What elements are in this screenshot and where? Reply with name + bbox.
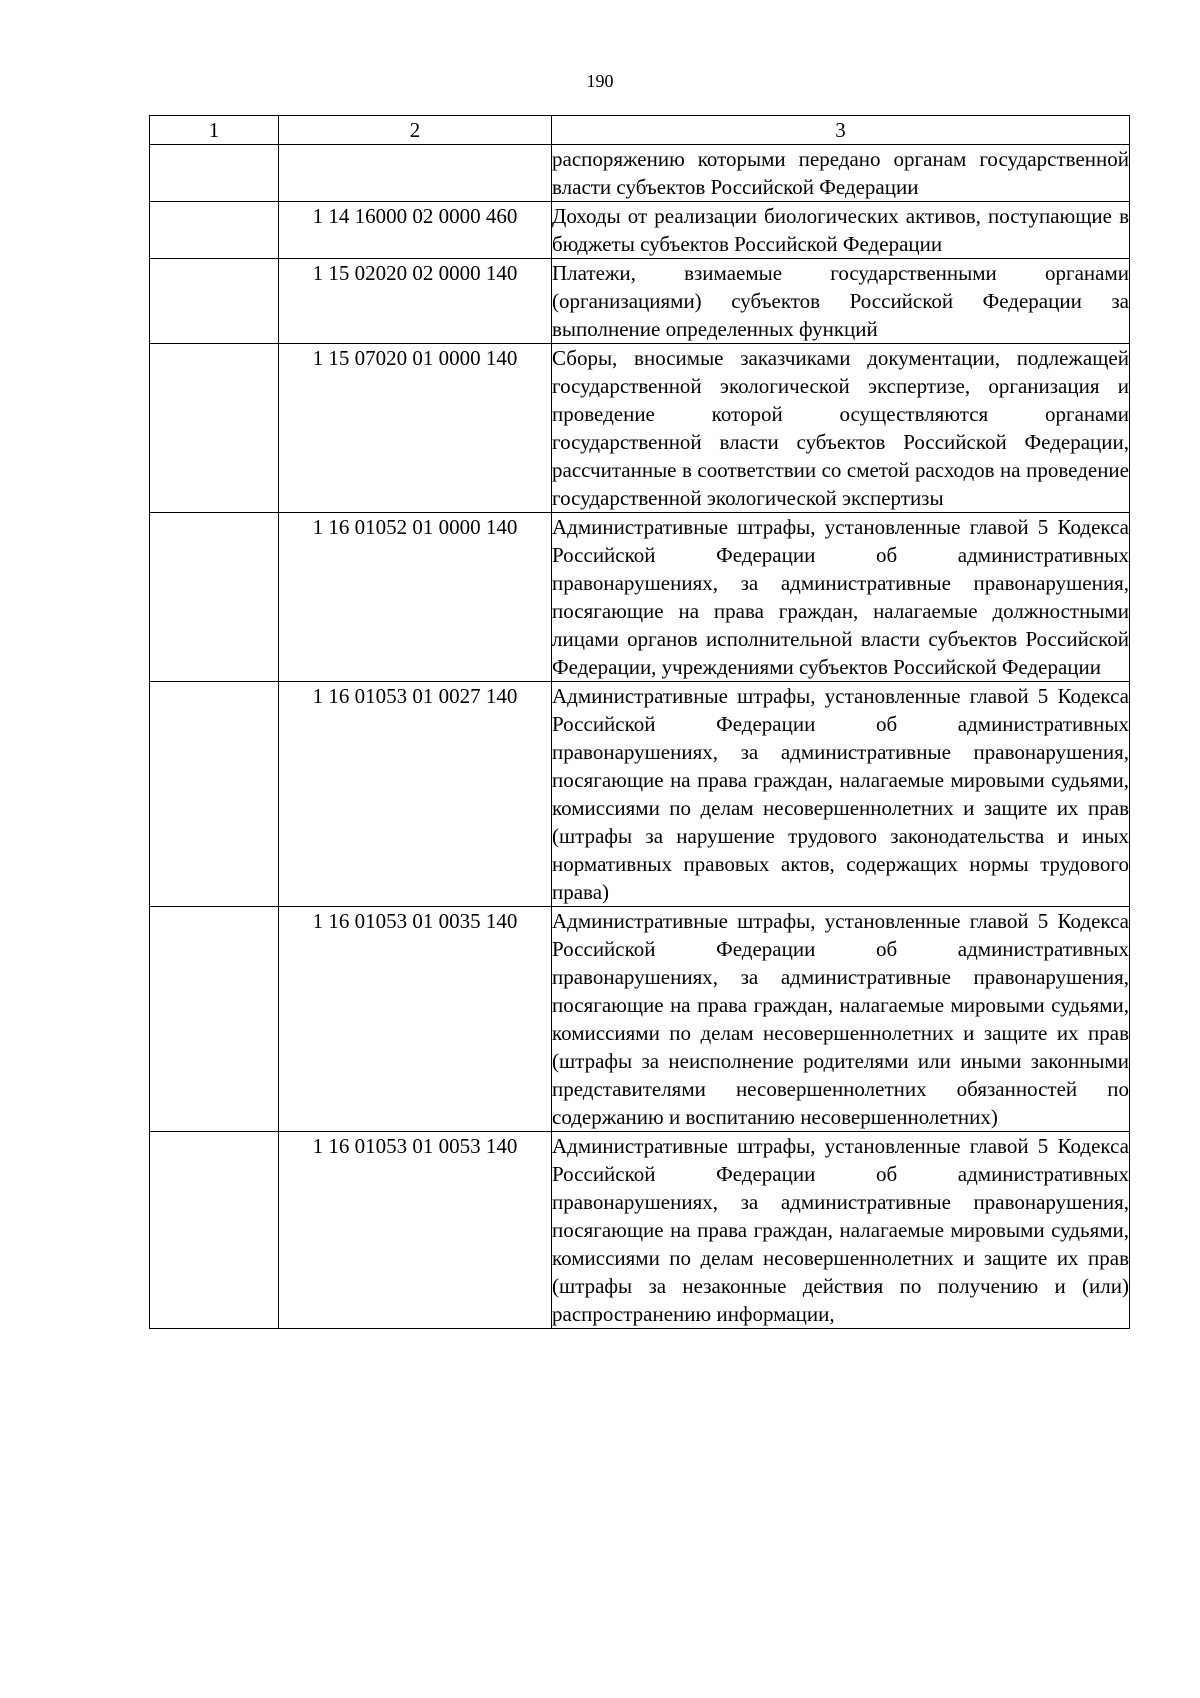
table-header-row [150,116,1130,145]
table-row [150,259,1130,344]
row-col1-cell [150,1132,279,1329]
revenue-code-cell: 1 14 16000 02 0000 460 [279,202,552,259]
description-cell: Доходы от реализации биологических активов, поступающие в бюджеты субъектов Российской Федерации [552,202,1130,259]
description-cell: распоряжению которыми передано органам государственной власти субъектов Российской Федерации [552,145,1130,202]
revenue-code-cell: 1 15 02020 02 0000 140 [279,259,552,344]
row-col1-cell [150,344,279,513]
table-row [150,1132,1130,1329]
row-col1-cell [150,907,279,1132]
revenue-code-cell: 1 16 01053 01 0053 140 [279,1132,552,1329]
row-col1-cell [150,202,279,259]
description-cell: Административные штрафы, установленные главой 5 Кодекса Российской Федерации об административных правонарушениях, за административные правонарушения, посягающие на права граждан, налагаемые мировыми судьями, комиссиями по делам несовершеннолетних и защите их прав (штрафы за неисполнение родителями или иными законными представителями несовершеннолетних обязанностей по содержанию и воспитанию несовершеннолетних) [552,907,1130,1132]
revenue-code-cell: 1 15 07020 01 0000 140 [279,344,552,513]
description-cell: Сборы, вносимые заказчиками документации, подлежащей государственной экологической экспертизе, организация и проведение которой осуществляются органами государственной власти субъектов Российской Федерации, рассчитанные в соответствии со сметой расходов на проведение государственной экологической экспертизы [552,344,1130,513]
description-cell: Административные штрафы, установленные главой 5 Кодекса Российской Федерации об административных правонарушениях, за административные правонарушения, посягающие на права граждан, налагаемые мировыми судьями, комиссиями по делам несовершеннолетних и защите их прав (штрафы за незаконные действия по получению и (или) распространению информации, [552,1132,1130,1329]
row-col1-cell [150,259,279,344]
revenue-code-cell: 1 16 01052 01 0000 140 [279,513,552,682]
table-row [150,513,1130,682]
table-row [150,682,1130,907]
table-row [150,907,1130,1132]
table-row [150,344,1130,513]
revenue-code-cell [279,145,552,202]
revenue-code-cell: 1 16 01053 01 0035 140 [279,907,552,1132]
revenue-code-cell: 1 16 01053 01 0027 140 [279,682,552,907]
description-cell: Административные штрафы, установленные главой 5 Кодекса Российской Федерации об административных правонарушениях, за административные правонарушения, посягающие на права граждан, налагаемые мировыми судьями, комиссиями по делам несовершеннолетних и защите их прав (штрафы за нарушение трудового законодательства и иных нормативных правовых актов, содержащих нормы трудового права) [552,682,1130,907]
column-header-1: 1 [150,116,279,145]
budget-codes-table [149,115,1130,1329]
table-row [150,202,1130,259]
column-header-2: 2 [279,116,552,145]
description-cell: Платежи, взимаемые государственными органами (организациями) субъектов Российской Федерации за выполнение определенных функций [552,259,1130,344]
page-number: 190 [586,71,614,91]
row-col1-cell [150,682,279,907]
table-row [150,145,1130,202]
description-cell: Административные штрафы, установленные главой 5 Кодекса Российской Федерации об административных правонарушениях, за административные правонарушения, посягающие на права граждан, налагаемые должностными лицами органов исполнительной власти субъектов Российской Федерации, учреждениями субъектов Российской Федерации [552,513,1130,682]
row-col1-cell [150,145,279,202]
column-header-3: 3 [552,116,1130,145]
row-col1-cell [150,513,279,682]
